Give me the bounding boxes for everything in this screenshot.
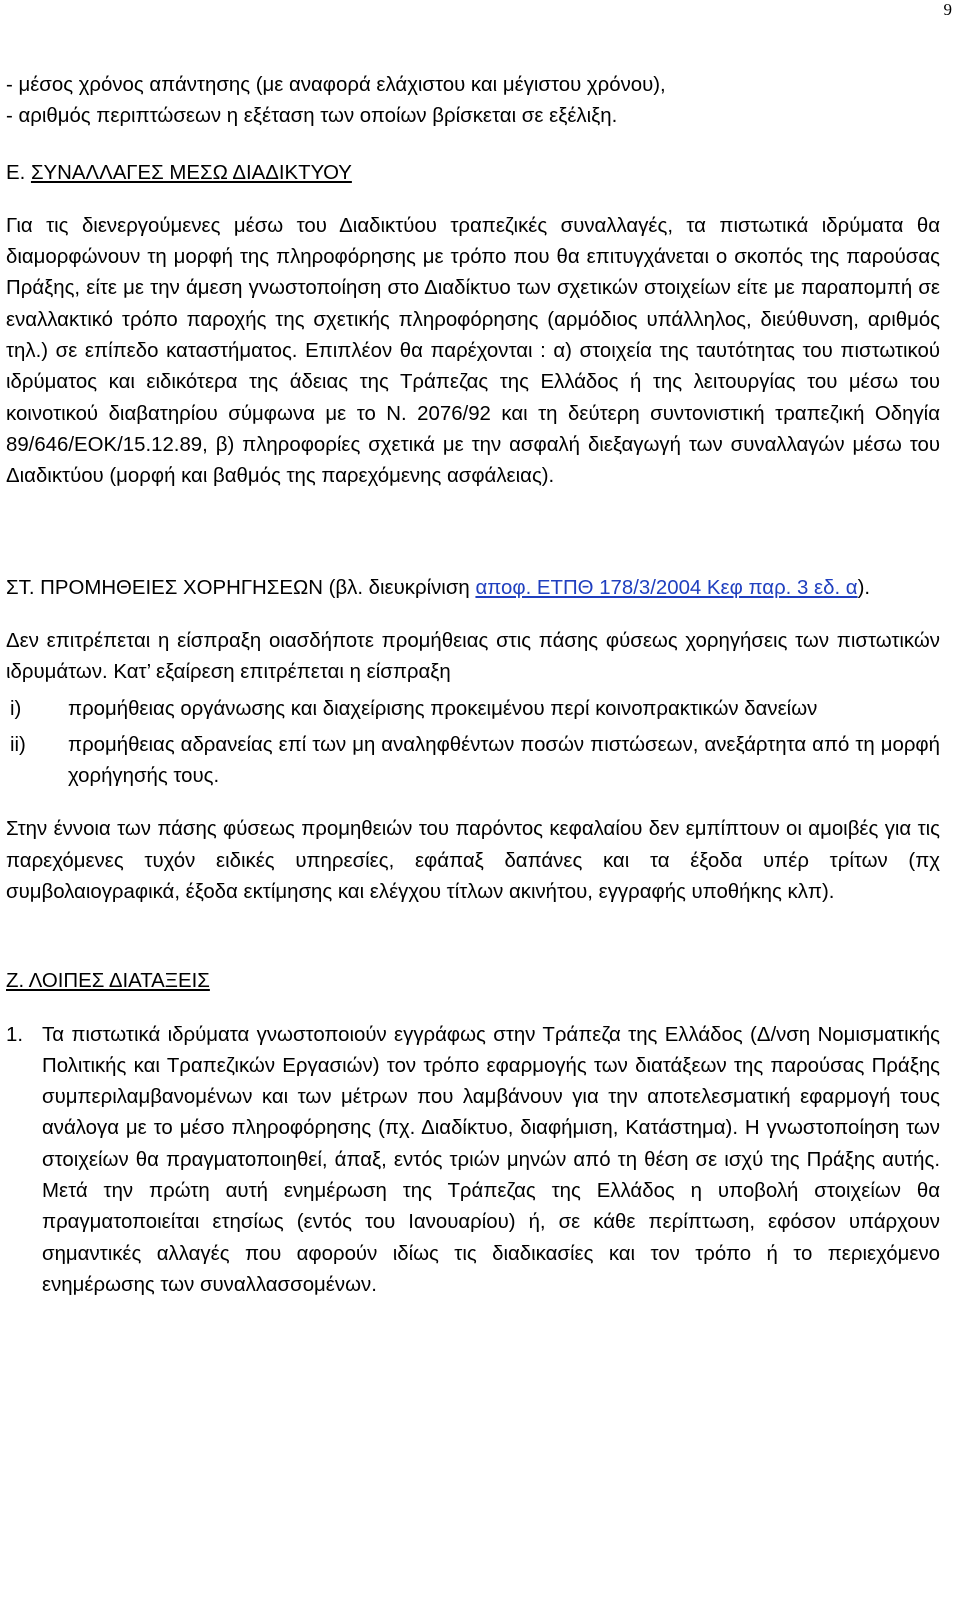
exceptions-list: [6, 694, 940, 792]
section-e-title: ΣΥΝΑΛΛΑΓΕΣ ΜΕΣΩ ΔΙΑΔΙΚΤΥΟΥ: [30, 161, 352, 184]
section-st-ref-prefix: (βλ. διευκρίνιση: [328, 576, 476, 599]
intro-line-1: - μέσος χρόνος απάντησης (με αναφορά ελάχιστου και μέγιστου χρόνου),: [6, 74, 666, 96]
list-item-text: προμήθειας οργάνωσης και διαχείρισης προκειμένου περί κοινοπρακτικών δανείων: [68, 698, 818, 721]
section-st-paragraph-1: Δεν επιτρέπεται η είσπραξη οιασδήποτε προμήθειας στις πάσης φύσεως χορηγήσεις των πιστωτικών ιδρυμάτων. Κατ’ εξαίρεση επιτρέπεται η είσπραξη: [6, 629, 940, 684]
item-text: Τα πιστωτικά ιδρύματα γνωστοποιούν εγγράφως στην Τράπεζα της Ελλάδος (Δ/νση Νομισματικής Πολιτικής και Τραπεζικών Εργασιών) τον τρόπο εφαρμογής των διατάξεων της παρούσας Πράξης συμπεριλαμβανομένων και των μέτρων που λαμβάνουν για την αποτελεσματική εφαρμογή τους ανάλογα με το μέσο πληροφόρησης (πχ. Διαδίκτυο, διαφήμιση, Κατάστημα). Η γνωστοποίηση των στοιχείων θα πραγματοποιηθεί, άπαξ, εντός τριών μηνών από τη θέση σε ισχύ της Πράξης αυτής. Μετά την πρώτη αυτή ενημέρωση της Τράπεζας της Ελλάδος η υποβολή στοιχείων θα πραγματοποιείται ετησίως (εντός του Ιανουαρίου) ή, σε κάθε περίπτωση, εφόσον υπάρχουν σημαντικές αλλαγές που αφορούν ιδίως τις διαδικασίες και τον τρόπο ή το περιεχόμενο ενημέρωσης των συναλλασσομένων.: [42, 1023, 940, 1296]
section-e-heading: [6, 158, 940, 189]
section-z-title: Ζ. ΛΟΙΠΕΣ ΔΙΑΤΑΞΕΙΣ: [6, 970, 210, 993]
section-e-prefix: Ε.: [6, 161, 31, 184]
list-item-text: προμήθειας αδρανείας επί των μη αναληφθέντων ποσών πιστώσεων, ανεξάρτητα από τη μορφή χορήγησής τους.: [68, 733, 940, 788]
list-item: [6, 730, 940, 793]
section-e-body: Για τις διενεργούμενες μέσω του Διαδικτύου τραπεζικές συναλλαγές, τα πιστωτικά ιδρύματα θα διαμορφώνουν τη μορφή της πληροφόρησης με τρόπο που θα επιτυγχάνεται ο σκοπός της παρούσας Πράξης, είτε με την άμεση γνωστοποίηση στο Διαδίκτυο των σχετικών στοιχείων είτε με παραπομπή σε εναλλακτικό τρόπο παροχής της σχετικής πληροφόρησης (αρμόδιος υπάλληλος, διεύθυνση, αριθμός τηλ.) σε επίπεδο καταστήματος. Επιπλέον θα παρέχονται : α) στοιχεία της ταυτότητας του πιστωτικού ιδρύματος και ειδικότερα της άδειας της Τράπεζας της Ελλάδος ή της λειτουργίας του μέσω του κοινοτικού διαβατηρίου σύμφωνα με το Ν. 2076/92 και τη δεύτερη συντονιστική τραπεζική Οδηγία 89/646/ΕΟΚ/15.12.89, β) πληροφορίες σχετικά με την ασφαλή διεξαγωγή των συναλλαγών μέσω του Διαδικτύου (μορφή και βαθμός της παρεχόμενης ασφάλειας).: [6, 214, 940, 488]
page-number: 9: [943, 0, 952, 19]
section-st-paragraph-2: Στην έννοια των πάσης φύσεως προμηθειών του παρόντος κεφαλαίου δεν εμπίπτουν οι αμοιβές για τις παρεχόμενες τυχόν ειδικές υπηρεσίες, εφάπαξ δαπάνες και τα έξοδα υπέρ τρίτων (πχ συμβολαιογρaφικά, έξοδα εκτίμησης και ελέγχου τίτλων ακινήτου, εγγραφής υποθήκης κλπ).: [6, 818, 940, 903]
document-body: [6, 70, 940, 1301]
section-z-item-1: [6, 1020, 940, 1302]
item-number: 1.: [6, 1023, 24, 1046]
section-z-heading: [6, 966, 940, 997]
section-st-title: ΣΤ. ΠΡΟΜΗΘΕΙΕΣ ΧΟΡΗΓΗΣΕΩΝ: [6, 576, 329, 599]
section-st-heading: [6, 573, 940, 604]
intro-line-2: - αριθμός περιπτώσεων η εξέταση των οποίων βρίσκεται σε εξέλιξη.: [6, 105, 618, 128]
list-marker: i): [10, 698, 22, 721]
decision-reference-link[interactable]: αποφ. ΕΤΠΘ 178/3/2004 Κεφ παρ. 3 εδ. α: [475, 576, 858, 599]
section-st-ref-suffix: ).: [857, 576, 871, 599]
list-item: [6, 694, 940, 725]
list-marker: ii): [10, 733, 26, 756]
